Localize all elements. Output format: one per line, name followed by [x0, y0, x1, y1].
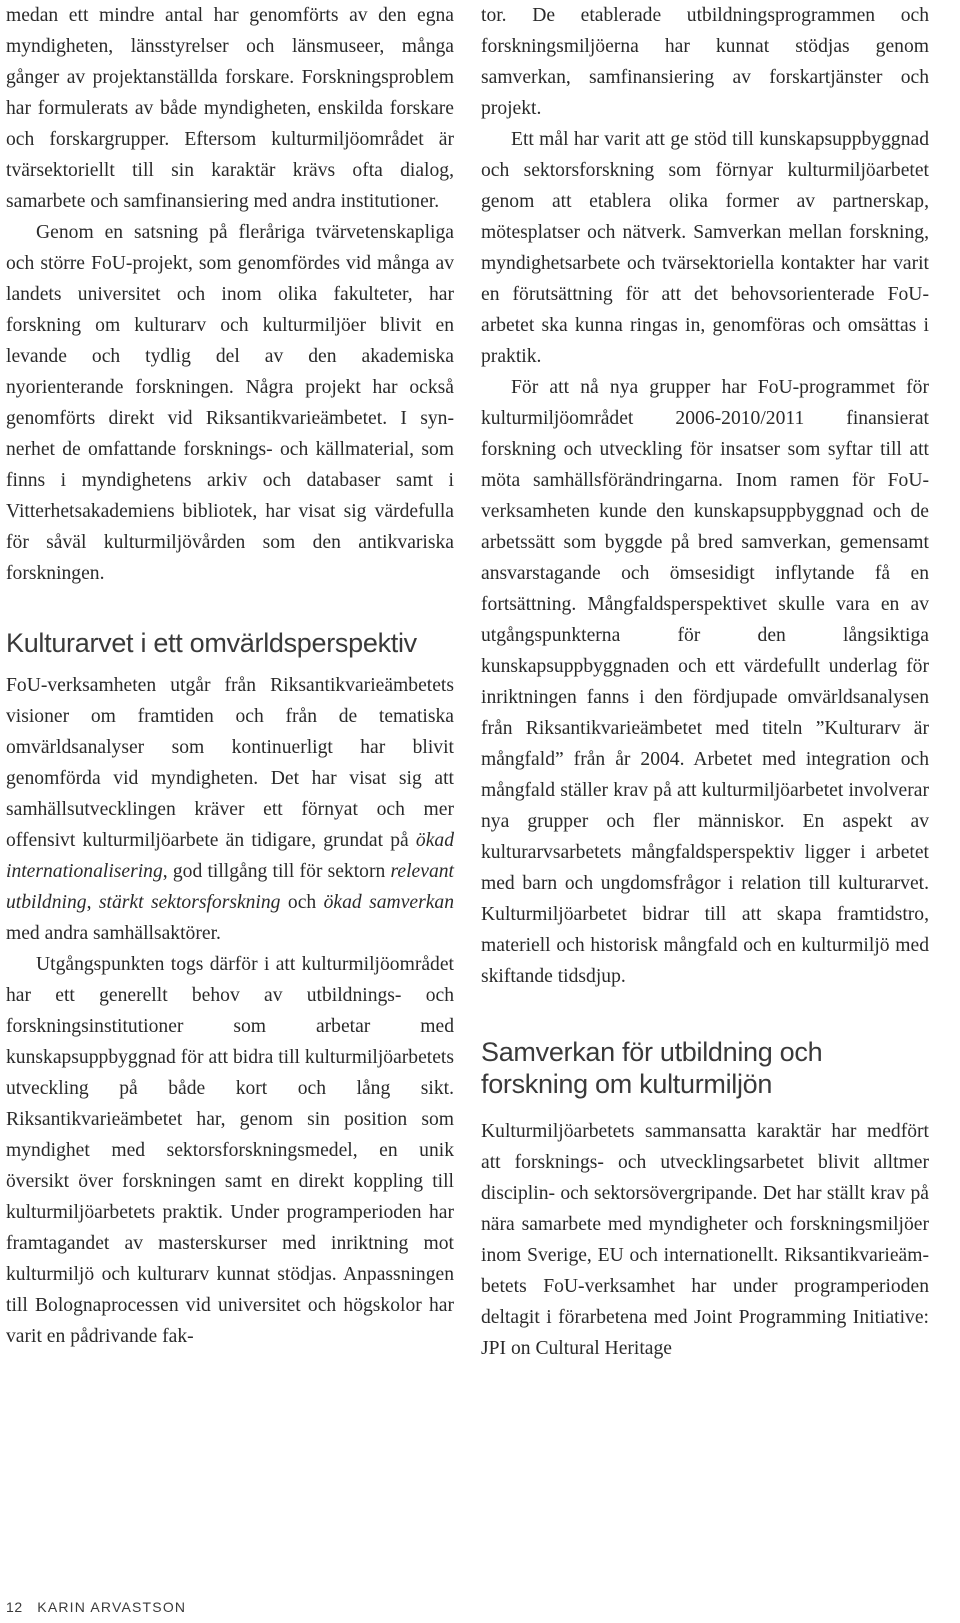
paragraph: Utgångspunkten togs därför i att kulturmiljöområdet har ett generellt behov av utbildnings- och forskningsinstitutioner som arbetar med kunskapsuppbyggnad för att bidra till kulturmiljöarbetets utveckling på både kort och lång sikt. Riksantikvarieämbetet har, genom sin position som myndighet med sektorsforskningsmedel, en unik översikt över forskningen samt en direkt koppling till kulturmiljöarbetets praktik. Under programperioden har framtagandet av masterskurser med inriktning mot kulturmiljö och kulturarv kunnat stödjas. Anpassningen till Bolognaprocessen vid universitet och högskolor har varit en pådrivande fak-	[6, 954, 454, 1347]
paragraph: För att nå nya grupper har FoU-programmet för kulturmiljöområdet 2006-2010/2011 finansierat forskning och utveckling för insatser som syftar till att möta samhällsförändringarna. Inom ramen för FoU-verksamheten kunde den kunskapsuppbyggnad och de arbetssätt som byggde på bred samverkan, gemensamt ansvarstagande och ömsesidigt inflytande få en fortsättning. Mångfaldsperspektivet skulle vara en av utgångspunkterna för den långsiktiga kunskapsuppbyggnaden och ett värdefullt underlag för inriktningen fanns i den fördjupade omvärldsanalysen från Riksantikvarieämbetet med titeln ”Kulturarv är mångfald” från år 2004. Arbetet med integration och mångfald ställer krav på att kulturmiljöarbetet involverar nya grupper och fler människor. En aspekt av kulturarvsarbetets mångfaldsperspektiv ligger i arbetet med barn och ungdomsfrågor i relation till kulturarvet. Kulturmiljöarbetet bidrar till att skapa framtidstro, materiell och historisk mångfald och en kulturmiljö med skiftande tidsdjup.	[481, 377, 929, 987]
section-heading: Samverkan för utbildning och forskning om kulturmiljön	[481, 1037, 823, 1099]
paragraph: Genom en satsning på fleråriga tvärvetenskapliga och större FoU-projekt, som genomfördes vid många av landets universitet och inom olika fakulteter, har forskning om kulturarv och kulturmiljöer blivit en levande och tydlig del av den akademiska nyorienterande forskningen. Några projekt har också genomförts direkt vid Riksantikvarieämbetet. I synnerhet de omfattande forsknings- och källmaterial, som finns i myndighetens arkiv och databaser samt i Vitterhetsakademiens bibliotek, har visat sig värdefulla för såväl kulturmiljövården som den antikvariska forskningen.	[6, 222, 454, 584]
emphasis: ökad samverkan	[323, 892, 455, 913]
text-run: och	[280, 892, 324, 913]
paragraph: tor. De etablerade utbildningsprogrammen och forskningsmiljöerna har kunnat stödjas genom samverkan, samfinansiering av forskartjänster och projekt.	[481, 5, 929, 119]
text-run: , god tillgång till för sektorn	[162, 861, 391, 882]
emphasis: relevant utbildning	[6, 861, 454, 913]
text-run: ,	[86, 892, 99, 913]
page-footer	[6, 1599, 186, 1615]
paragraph: Ett mål har varit att ge stöd till kunskapsuppbyggnad och sektorsforskning som förnyar kulturmiljöarbetet genom att etablera olika former av partnerskap, mötesplatser och nätverk. Samverkan mellan forskning, myndighetsarbete och tvärsektoriella kontakter har varit en förutsättning för att det behovsorienterade FoU-arbetet ska kunna ringas in, genomföras och omsättas i praktik.	[481, 129, 929, 367]
page-number: 12	[6, 1599, 23, 1615]
right-column	[481, 0, 929, 1364]
paragraph: medan ett mindre antal har genomförts av den egna myndigheten, länsstyrelser och länsmuseer, många gånger av projektanställda forskare. Forskningsproblem har formulerats av både myndigheten, enskilda forskare och forskargrupper. Eftersom kulturmiljöområdet är tvärsektoriellt till sin karaktär krävs ofta dialog, samarbete och samfinansiering med andra institutioner.	[6, 5, 454, 212]
footer-author: KARIN ARVASTSON	[37, 1599, 187, 1615]
left-column	[6, 0, 454, 1352]
text-run: FoU-verksamheten utgår från Riksantikvarieämbetets visioner om framtiden och från de tematiska omvärldsanalyser som kontinuerligt har blivit genomförda vid myndigheten. Det har visat sig att samhällsutvecklingen kräver ett förnyat och mer offensivt kulturmiljöarbete än tidigare, grundat på	[6, 675, 454, 851]
paragraph	[6, 670, 454, 949]
paragraph: Kulturmiljöarbetets sammansatta karaktär har medfört att forsknings- och utvecklingsarbetet blivit alltmer disciplin- och sektorsövergripande. Det har ställt krav på nära samarbete med myndigheter och forskningsmiljöer inom Sverige, EU och internationellt. Riksantikvarieämbetets FoU-verksamhet har under programperioden deltagit i förarbetena med Joint Programming Initiative: JPI on Cultural Heritage	[481, 1121, 929, 1359]
emphasis: ökad internationalisering	[6, 830, 454, 882]
emphasis: stärkt sektorsforskning	[98, 892, 281, 913]
text-run: med andra samhällsaktörer.	[6, 923, 221, 944]
section-heading: Kulturarvet i ett omvärldsperspektiv	[6, 628, 417, 658]
